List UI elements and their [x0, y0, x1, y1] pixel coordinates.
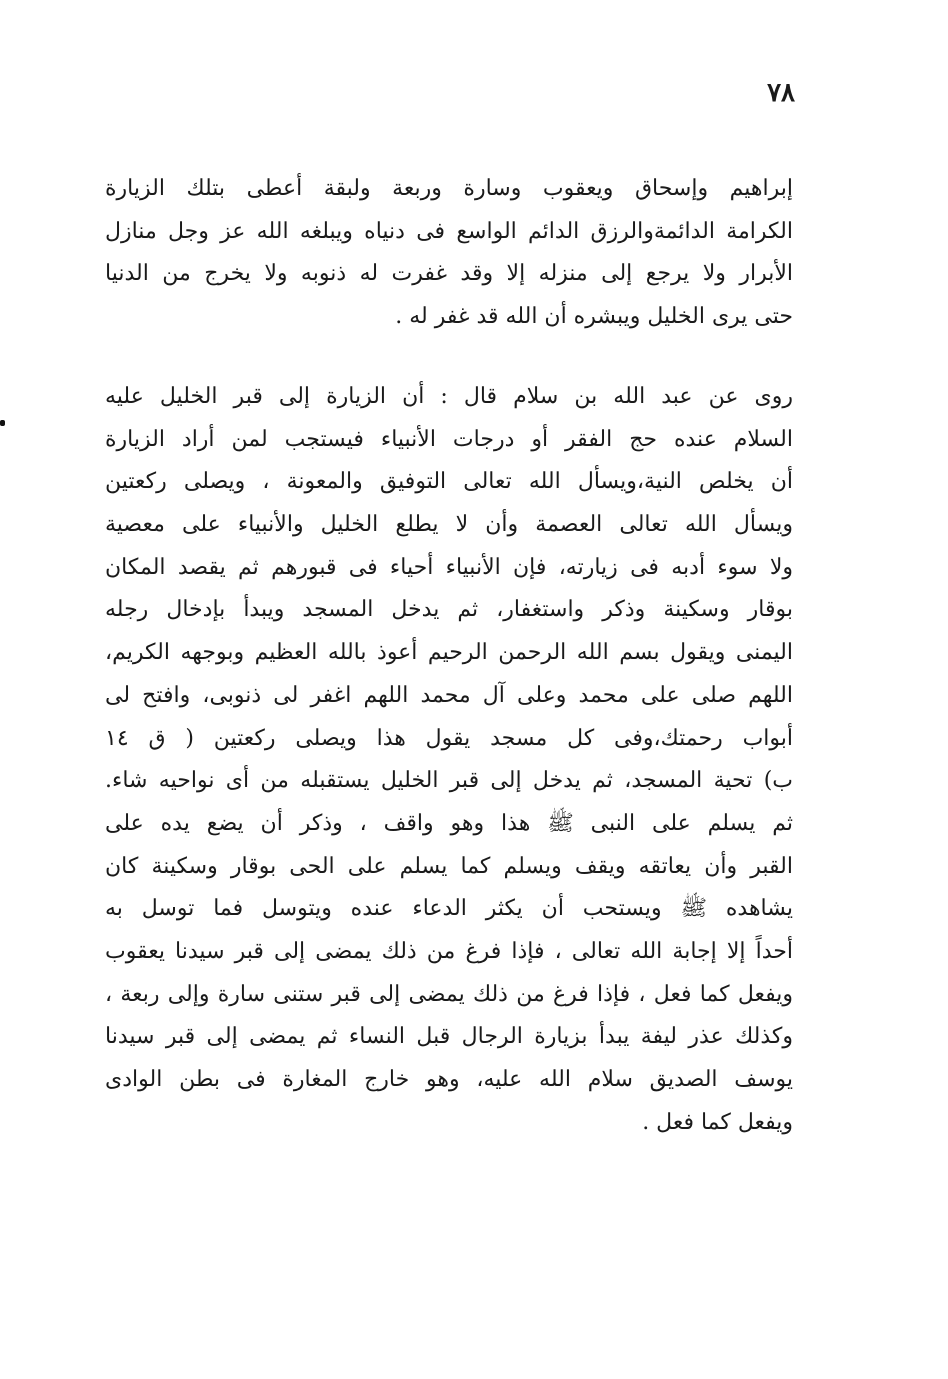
text-line: حتى يرى الخليل ويبشره أن الله قد غفر له . — [395, 304, 793, 330]
text-line: روى عن عبد الله بن سلام قال : أن الزيارة إلى قبر الخليل عليه — [105, 384, 793, 409]
text-line: ب) تحية المسجد، ثم يدخل إلى قبر الخليل يستقبله من أى نواحيه شاء. — [105, 768, 793, 794]
text-line: أبواب رحمتك،وفى كل مسجد يقول هذا ويصلى ركعتين ( ق ١٤ — [105, 725, 793, 751]
text-line: يشاهده ﷺ ويستحب أن يكثر الدعاء عنده ويتوسل فما توسل به — [105, 896, 793, 922]
paragraph-1 — [105, 168, 793, 339]
text-line: بوقار وسكينة وذكر واستغفار، ثم يدخل المسجد ويبدأ بإدخال رجله — [105, 597, 793, 623]
text-line: اللهم صلى على محمد وعلى آل محمد اللهم اغفر لى ذنوبى، وافتح لى — [105, 682, 793, 708]
text-line: أن يخلص النية،ويسأل الله تعالى التوفيق والمعونة ، ويصلى ركعتين — [105, 469, 793, 495]
text-line: ثم يسلم على النبى ﷺ هذا وهو واقف ، وذكر أن يضع يده على — [105, 810, 793, 836]
paragraph-2 — [105, 376, 793, 1144]
text-line: القبر وأن يعاتقه ويقف ويسلم كما يسلم على الحى بوقار وسكينة كان — [105, 853, 793, 879]
text-line: اليمنى ويقول بسم الله الرحمن الرحيم أعوذ بالله العظيم وبوجهه الكريم، — [105, 640, 793, 666]
text-line: ويفعل كما فعل ، فإذا فرغ من ذلك يمضى إلى قبر ستنى سارة وإلى ربعة ، — [105, 981, 793, 1007]
text-line: السلام عنده حج الفقر أو درجات الأنبياء فيستجب لمن أراد الزيارة — [105, 426, 793, 452]
page-number: ٧٨ — [767, 78, 795, 108]
text-line: وكذلك عذر ليفة يبدأ بزيارة الرجال قبل النساء ثم يمضى إلى قبر سيدنا — [105, 1024, 793, 1050]
text-line: ولا سوء أدبه فى زيارته، فإن الأنبياء أحياء فى قبورهم ثم يقصد المكان — [105, 554, 793, 580]
text-line: الأبرار ولا يرجع إلى منزله إلا وقد غفرت له ذنوبه ولا يخرج من الدنيا — [105, 261, 793, 287]
text-line: ويسأل الله تعالى العصمة وأن لا يطلع الخليل والأنبياء على معصية — [105, 512, 793, 538]
text-line: أحداً إلا إجابة الله تعالى ، فإذا فرغ من ذلك يمضى إلى قبر سيدنا يعقوب — [105, 938, 793, 964]
text-line: ويفعل كما فعل . — [642, 1109, 793, 1135]
text-line: يوسف الصديق سلام الله عليه، وهو خارج المغارة فى بطن الوادى — [105, 1067, 793, 1092]
margin-mark — [0, 420, 5, 426]
text-line: إبراهيم وإسحاق ويعقوب وسارة وربعة ولبقة أعطى بتلك الزيارة — [105, 176, 793, 201]
text-line: الكرامة الدائمةوالرزق الدائم الواسع فى دنياه ويبلغه الله عز وجل منازل — [105, 218, 793, 244]
